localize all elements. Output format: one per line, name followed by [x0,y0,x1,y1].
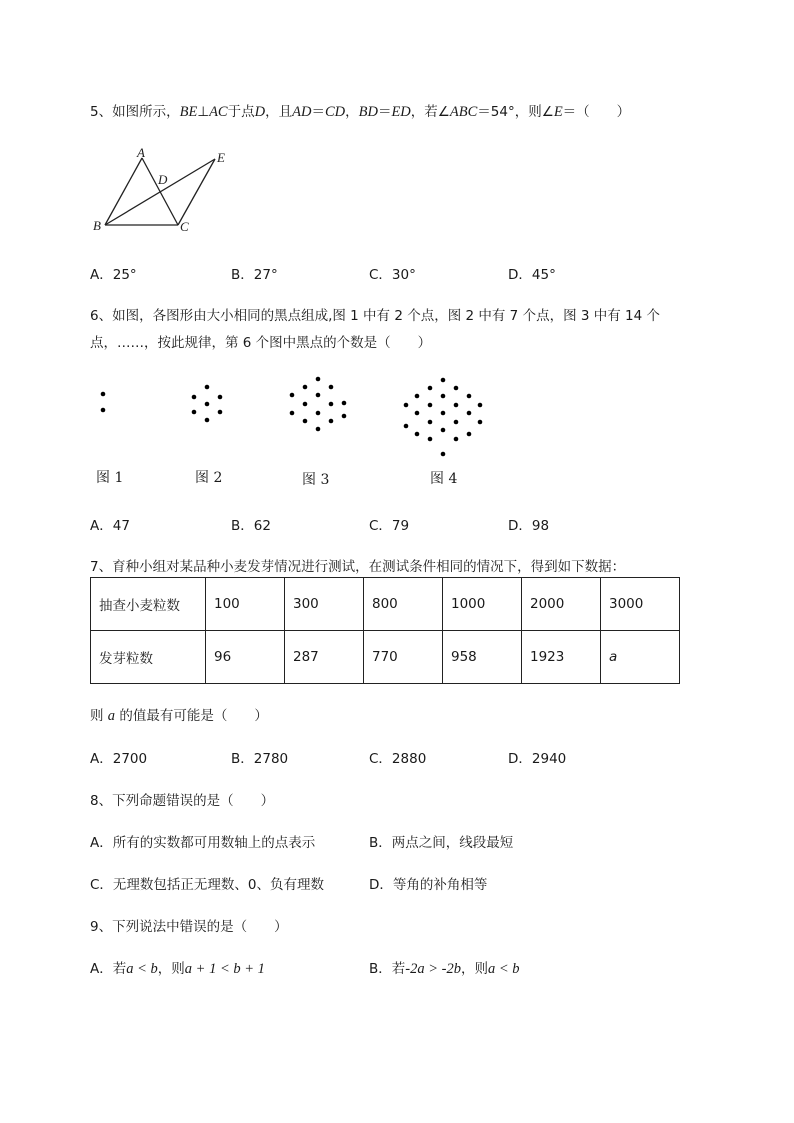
table-cell: 800 [364,578,443,631]
figure-2-caption: 图 2 [195,470,223,486]
label-b: B [93,218,101,233]
q6-option-b: B．62 [231,518,271,534]
segment-ce [178,159,215,225]
figure-1-caption: 图 1 [96,470,124,486]
table-row-header: 发芽粒数 [91,631,206,684]
q9-stem: 9、下列说法中错误的是（ ） [90,919,288,935]
q7-data-table [90,577,680,684]
table-row [91,631,680,684]
q8-stem: 8、下列命题错误的是（ ） [90,793,275,809]
q8-option-c: C．无理数包括正无理数、0、负有理数 [90,877,325,893]
table-row-header: 抽查小麦粒数 [91,578,206,631]
table-cell: 3000 [601,578,680,631]
figure-3-dots [290,377,347,432]
figure-1-dots [101,392,106,413]
q5-option-b: B．27° [231,267,278,283]
q7-option-a: A．2700 [90,751,148,767]
table-cell: 1923 [522,631,601,684]
q5-geometry-figure [85,142,235,242]
q7-option-b: B．2780 [231,751,289,767]
q5-stem: 5、如图所示，BE⊥AC于点D，且AD＝CD，BD＝ED，若∠ABC＝54°，则∠E＝（ ） [90,104,631,120]
q6-option-a: A．47 [90,518,130,534]
q7-question: 则 a 的值最有可能是（ ） [90,708,268,724]
label-c: C [180,219,189,234]
q6-dot-patterns [90,372,510,462]
table-cell: 1000 [443,578,522,631]
table-cell: 958 [443,631,522,684]
q9-option-b: B．若-2a > -2b，则a < b [369,961,520,977]
q5-option-a: A．25° [90,267,137,283]
label-a: A [137,145,145,160]
q7-option-d: D．2940 [508,751,567,767]
label-d: D [158,172,168,187]
q7-stem: 7、育种小组对某品种小麦发芽情况进行测试，在测试条件相同的情况下，得到如下数据： [90,559,626,575]
table-cell: 770 [364,631,443,684]
label-e: E [217,150,225,165]
figure-4-caption: 图 4 [430,471,458,487]
q6-option-d: D．98 [508,518,550,534]
q6-stem-line1: 6、如图，各图形由大小相同的黑点组成,图 1 中有 2 个点，图 2 中有 7 个点，图 3 中有 14 个 [90,308,660,324]
q6-option-c: C．79 [369,518,410,534]
figure-4-dots [404,378,483,457]
table-cell: 2000 [522,578,601,631]
table-cell: 287 [285,631,364,684]
table-cell: 100 [206,578,285,631]
figure-3-caption: 图 3 [302,472,330,488]
table-cell-variable: a [601,631,680,684]
table-cell: 300 [285,578,364,631]
figure-2-dots [192,385,223,423]
table-row [91,578,680,631]
q5-option-c: C．30° [369,267,416,283]
q8-option-d: D．等角的补角相等 [369,877,488,893]
segment-be [105,159,215,225]
q8-option-b: B．两点之间，线段最短 [369,835,514,851]
q6-stem-line2: 点，……，按此规律，第 6 个图中黑点的个数是（ ） [90,335,432,351]
q9-option-a: A．若a < b，则a + 1 < b + 1 [90,961,265,977]
q8-option-a: A．所有的实数都可用数轴上的点表示 [90,835,316,851]
q5-option-d: D．45° [508,267,556,283]
segment-ab [105,158,142,225]
table-cell: 96 [206,631,285,684]
q7-option-c: C．2880 [369,751,427,767]
